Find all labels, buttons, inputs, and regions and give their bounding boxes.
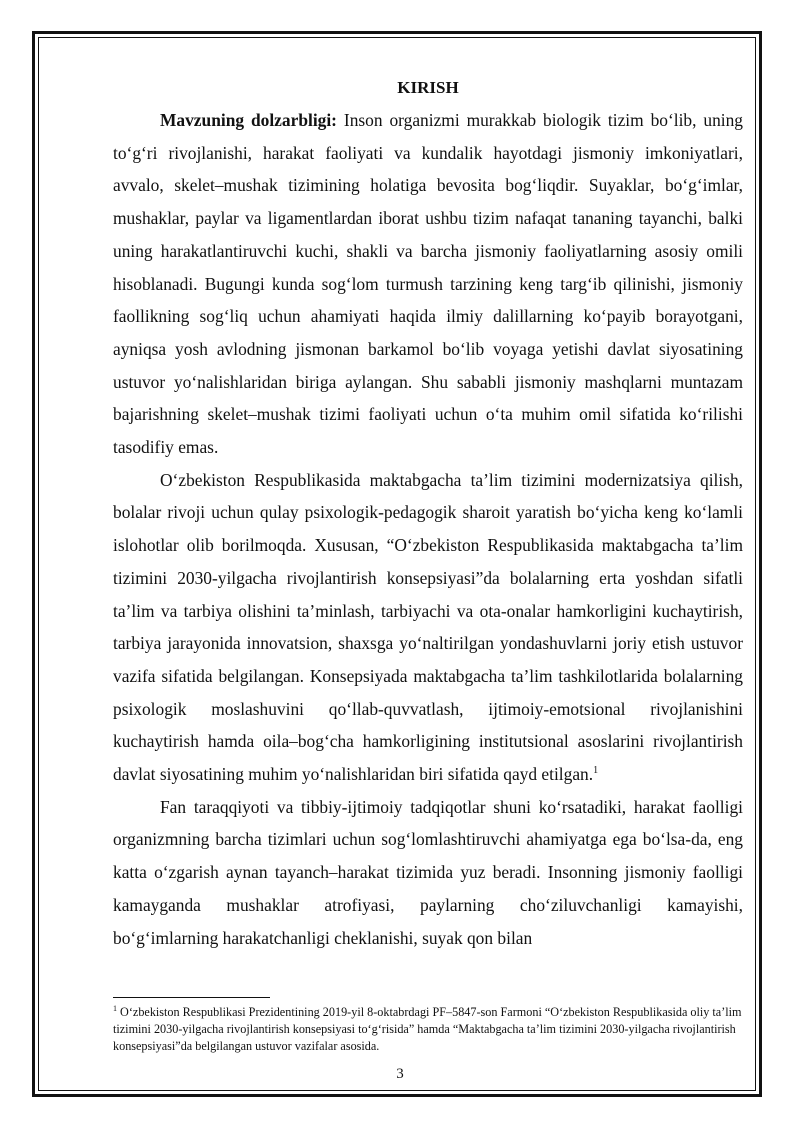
- footnote: [113, 1004, 743, 1054]
- paragraph-lead: Mavzuning dolzarbligi:: [160, 110, 337, 130]
- paragraph-relevance: [113, 104, 743, 464]
- document-body: [113, 72, 743, 954]
- paragraph-text: Inson organizmi murakkab biologik tizim bo‘lib, uning to‘g‘ri rivojlanishi, harakat faoliyati va kundalik hayotdagi jismoniy imkoniyatlari, avvalo, skelet–mushak tizimining holatiga bevosita bog‘liqdir. Suyaklar, bo‘g‘imlar, mushaklar, paylar va ligamentlardan iborat ushbu tizim nafaqat tananing tayanchi, balki uning harakatlantiruvchi kuchi, shakli va barcha jismoniy faoliyatlarning asosiy omili hisoblanadi. Bugungi kunda sog‘lom turmush tarzining keng targ‘ib qilinishi, jismoniy faollikning sog‘liq uchun ahamiyati haqida ilmiy dalillarning ko‘payib borayotgani, ayniqsa yosh avlodning jismonan barkamol bo‘lib voyaga yetishi davlat siyosatining ustuvor yo‘nalishlaridan biriga aylangan. Shu sababli jismoniy mashqlarni muntazam bajarishning skelet–mushak tizimi faoliyati uchun o‘ta muhim omil sifatida ko‘rilishi tasodifiy emas.: [113, 110, 743, 458]
- footnote-area: [113, 997, 743, 1054]
- paragraph-text: O‘zbekiston Respublikasida maktabgacha ta’lim tizimini modernizatsiya qilish, bolalar rivoji uchun qulay psixologik-pedagogik sharoit yaratish bo‘yicha keng ko‘lamli islohotlar olib borilmoqda. Xususan, “O‘zbekiston Respublikasida maktabgacha ta’lim tizimini 2030-yilgacha rivojlantirish konsepsiyasi”da bolalarning erta yoshdan sifatli ta’lim va tarbiya olishini ta’minlash, tarbiyachi va ota-onalar hamkorligini kuchaytirish, tarbiya jarayonida innovatsion, shaxsga yo‘naltirilgan yondashuvlarni joriy etish ustuvor vazifa sifatida belgilangan. Konsepsiyada maktabgacha ta’lim tashkilotlarida bolalarning psixologik moslashuvini qo‘llab-quvvatlash, ijtimoiy-emotsional rivojlanishini kuchaytirish hamda oila–bog‘cha hamkorligining institutsional asoslarini rivojlantirish davlat siyosatining muhim yo‘nalishlaridan biri sifatida qayd etilgan.: [113, 469, 743, 785]
- footnote-separator: [113, 997, 270, 998]
- footnote-number: 1: [113, 1003, 117, 1013]
- page-number: 3: [396, 1066, 404, 1082]
- paragraph-science: [113, 791, 743, 955]
- footnote-reference[interactable]: 1: [593, 765, 599, 777]
- section-heading: KIRISH: [397, 78, 459, 97]
- footnote-text: O‘zbekiston Respublikasi Prezidentining 2019-yil 8-oktabrdagi PF–5847-son Farmoni “O‘zbekiston Respublikasida oliy ta’lim tizimini 2030-yilgacha rivojlantirish konsepsiyasi to‘g‘risida” hamda “Maktabgacha ta’lim tizimini 2030-yilgacha rivojlantirish konsepsiyasi”da belgilangan ustuvor vazifalar asosida.: [113, 1005, 742, 1053]
- paragraph-policy: [113, 464, 743, 791]
- paragraph-text: Fan taraqqiyoti va tibbiy-ijtimoiy tadqiqotlar shuni ko‘rsatadiki, harakat faolligi organizmning barcha tizimlari uchun sog‘lomlashtiruvchi ahamiyatga ega bo‘lsa-da, eng katta o‘zgarish aynan tayanch–harakat tizimida yuz beradi. Insonning jismoniy faolligi kamayganda mushaklar atrofiyasi, paylarning cho‘ziluvchanligi kamayishi, bo‘g‘imlarning harakatchanligi cheklanishi, suyak qon bilan: [113, 796, 743, 948]
